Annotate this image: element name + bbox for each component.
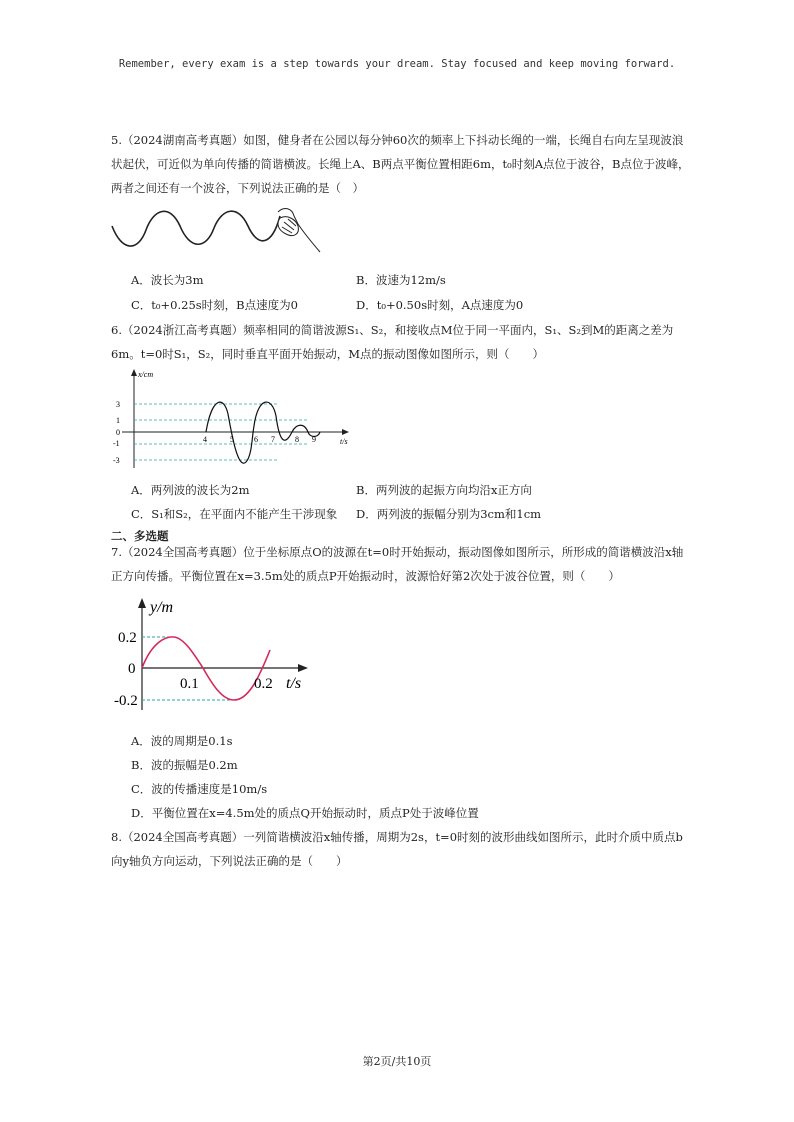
q6-xtick-5: 5	[230, 435, 234, 444]
q6-y-axis-label: x/cm	[138, 370, 154, 379]
q7-option-b: B．波的振幅是0.2m	[131, 758, 238, 772]
q5-rope-figure	[108, 200, 324, 256]
q6-xtick-4: 4	[203, 435, 207, 444]
q6-xtick-8: 8	[295, 435, 299, 444]
q6-ytick-0: 0	[116, 428, 120, 437]
q6-xtick-7: 7	[271, 435, 275, 444]
section-heading-multiple-choice: 二、多选题	[111, 529, 169, 543]
q6-ytick-neg3: -3	[113, 456, 120, 465]
q6-xtick-9: 9	[312, 435, 316, 444]
q6-option-d: D．两列波的振幅分别为3cm和1cm	[356, 507, 542, 521]
q7-option-d: D．平衡位置在x=4.5m处的质点Q开始振动时，质点P处于波峰位置	[131, 806, 479, 820]
q6-ytick-3: 3	[116, 400, 120, 409]
q7-vibration-graph	[108, 592, 314, 714]
q6-option-c: C．S₁和S₂，在平面内不能产生干涉现象	[131, 507, 338, 521]
q6-curve	[206, 402, 320, 463]
q6-x-axis-label: t/s	[340, 437, 348, 446]
q7-ytick-zero: 0	[128, 661, 136, 677]
q5-option-b: B．波速为12m/s	[356, 273, 446, 287]
q6-ytick-neg1: -1	[113, 439, 120, 448]
q7-y-axis-label: y/m	[150, 599, 174, 616]
q7-xtick-2: 0.2	[254, 676, 273, 692]
q5-rope-wave	[112, 211, 280, 246]
question-7-text: 7.（2024全国高考真题）位于坐标原点O的波源在t=0时开始振动，振动图像如图所示，所形成的简谐横波沿x轴正方向传播。平衡位置在x=3.5m处的质点P开始振动时，波源恰好第2次处于波谷位置，则（ ）	[111, 545, 684, 583]
page-footer: 第2页/共10页	[362, 1055, 432, 1068]
q7-xtick-1: 0.1	[180, 676, 199, 692]
q5-option-a: A．波长为3m	[131, 273, 204, 287]
q6-option-b: B．两列波的起振方向均沿x正方向	[356, 483, 532, 497]
q5-option-d: D．t₀+0.50s时刻，A点速度为0	[356, 298, 524, 312]
q6-xtick-6: 6	[254, 435, 258, 444]
q7-option-a: A．波的周期是0.1s	[131, 734, 233, 748]
page-header: Remember, every exam is a step towards your dream. Stay focused and keep moving forward.	[118, 58, 676, 70]
question-6-text: 6.（2024浙江高考真题）频率相同的简谐波源S₁、S₂，和接收点M位于同一平面内，S₁、S₂到M的距离之差为6m。t=0时S₁，S₂，同时垂直平面开始振动，M点的振动图像如图所示，则（ ）	[111, 323, 674, 361]
question-8-text: 8.（2024全国高考真题）一列简谐横波沿x轴传播，周期为2s，t=0时刻的波形曲线如图所示，此时介质中质点b向y轴负方向运动，下列说法正确的是（ ）	[111, 830, 683, 868]
q7-ytick-top: 0.2	[118, 630, 137, 646]
q5-hand-icon	[278, 209, 320, 252]
q6-option-a: A．两列波的波长为2m	[131, 483, 250, 497]
q6-vibration-graph	[108, 366, 358, 472]
q7-option-c: C．波的传播速度是10m/s	[131, 782, 268, 796]
q6-ytick-1: 1	[116, 416, 120, 425]
q5-option-c: C．t₀+0.25s时刻，B点速度为0	[131, 298, 298, 312]
q7-ytick-bottom: -0.2	[114, 693, 138, 709]
question-5-text: 5.（2024湖南高考真题）如图，健身者在公园以每分钟60次的频率上下抖动长绳的一端，长绳自右向左呈现波浪状起伏，可近似为单向传播的简谐横波。长绳上A、B两点平衡位置相距6m，t₀时刻A点位于波谷，B点位于波峰，两者之间还有一个波谷，下列说法正确的是（ ）	[111, 133, 690, 195]
q7-x-axis-label: t/s	[286, 675, 302, 692]
